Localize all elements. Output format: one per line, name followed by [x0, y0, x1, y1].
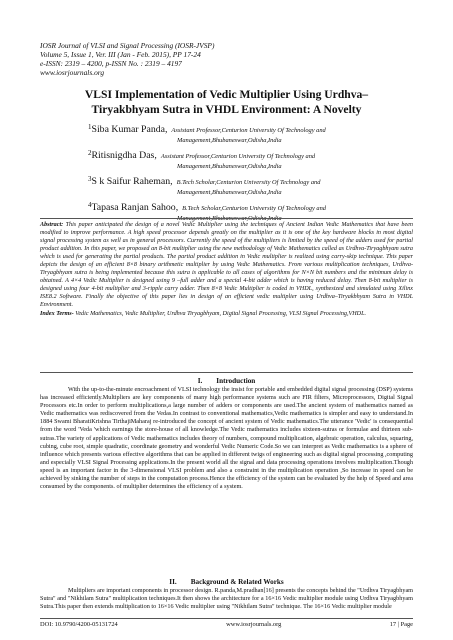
- index-terms-text: Vedic Mathematics, Vedic Multiplier, Urdhva Tiryagbhyam, Digital Signal Processing, VLSI Signal Processing,VHDL.: [75, 310, 367, 317]
- journal-issn: e-ISSN: 2319 – 4200, p-ISSN No. : 2319 – 4197: [40, 59, 182, 68]
- paper-title: [40, 87, 413, 117]
- author-2: [88, 147, 408, 171]
- section-heading-introduction: [40, 377, 413, 386]
- author-name: Tapasa Ranjan Sahoo,: [91, 202, 179, 213]
- footer-doi: DOI: 10.9790/4200-05131724: [40, 621, 118, 628]
- abstract-label: Abstract:: [40, 222, 64, 228]
- author-affiliation-cont: Management,Bhubaneswar,Odisha,India: [177, 163, 282, 170]
- author-name: S k Saifur Raheman,: [91, 176, 173, 187]
- abstract-paragraph: [40, 221, 413, 310]
- journal-volume: Volume 5, Issue 1, Ver. III (Jan - Feb. 2015), PP 17-24: [40, 50, 201, 59]
- author-name: Ritisnigdha Das,: [91, 150, 157, 161]
- paper-title-line1: VLSI Implementation of Vedic Multiplier Using Urdhva–: [84, 88, 369, 101]
- journal-name: IOSR Journal of VLSI and Signal Processing (IOSR-JVSP): [40, 41, 215, 50]
- author-affiliation: Assistant Professor,Centurion University Of Technology and: [160, 153, 316, 160]
- journal-header: [40, 41, 340, 77]
- author-list: [88, 121, 408, 225]
- paper-title-line2: Tiryakbhyam Sutra in VHDL Environment: A Novelty: [91, 103, 362, 116]
- abstract-text: This paper anticipated the design of a novel Vedic Multiplier using the techniques of Ancient Indian Vedic Mathematics that have been modified to improve performance. A high speed processor depends greatly on the multiplier as it is one of the key hardware blocks in most digital signal processing system as well as in general processors. Currently the speed of the multipliers is limited by the speed of the adders used for partial product addition. In this paper, we proposed an 8-bit multiplier using the new methodology of Vedic Mathematics called as Urdhva-Tiryagbhyam sutra which is used for generating the partial products. The partial product addition in Vedic multiplier is realized using carry-skip technique. This paper depicts the design of an efficient 8×8 binary arithmetic multiplier by using Vedic Mathematics. From various multiplication techniques, Urdhva-Tiryagbhyam sutra is being implemented because this sutra is applicable to all cases of algorithms for N×N bit numbers and the minimum delay is obtained. A 4×4 Vedic Multiplier is designed using 9 –full adder and a special 4-bit adder which is having reduced delay. Then 8-bit multiplier is designed using four 4-bit multiplier and 3-ripple carry adder. Then 8×8 Vedic Multiplier is coded in VHDL, synthesized and simulated using Xilinx ISE8.2 Software. Finally the objective of this paper lies in design of an efficient vedic multiplier using Urdhva–Tiryakbhyam Sutra in VHDL Environment.: [40, 222, 413, 309]
- author-affiliation-cont: Management,Bhubaneswar,Odisha,India: [177, 215, 282, 222]
- author-affiliation: B.Tech Scholar,Centurion University Of Technology and: [182, 205, 326, 212]
- index-terms: [40, 310, 413, 318]
- introduction-paragraph: With the up-to-the-minute encroachment of VLSI technology the insist for portable and embedded digital signal processing (DSP) systems has increased efficiently.Multipliers are key components of many high performance systems such are FIR filters, Microprocessors, Digital Signal Processors etc.In order to perform multiplications,a large number of adders or components are used.The ancient system of mathematics named as Vedic mathematics was rediscovered from the Vedas.In contrast to conventional mathematics,Vedic mathematics is simpler and easy to understand.In 1884 Swami BharatiKrishna TirthajiMaharaj re-introduced the concept of ancient system of Vedic mathematics.The utterance 'Vedic' is consequential from the word 'Veda 'which earnings the store-house of all knowledge.The Vedic mathematics includes sixteen-sutras or formulae and thirteen sub-sutras.The variety of applications of Vedic mathematics includes theory of numbers, compound multiplication, algebraic operation, calculus, squaring, cubing, cube root, simple quadratic, coordinate geometry and wonderful Vedic Numeric Code.So we can interpret as Vedic mathematics is a sphere of influence which presents various effective algorithms that can be applied in different twigs of engineering such as digital signal processing ,computing and especially VLSI Signal Processing applications.In the present world all the signal and data processing operations involves multiplication.Though speed is an important factor in the 3-dimensional VLSI problem and also a constraint in the multiplication operation ,So increase in speed can be achieved by sinking the number of steps in the computation process.Hence the efficiency of the system can be evaluated by the help of Speed and area consumed by the components. of multiplier determines the efficiency of a system.: [40, 386, 413, 491]
- section-number: I.: [197, 377, 203, 385]
- author-affiliation: B.Tech Scholar,Centurion University Of Technology and: [176, 179, 321, 186]
- index-terms-label: Index Terms-: [40, 310, 74, 317]
- author-name: Siba Kumar Panda,: [91, 124, 168, 135]
- section-heading-background: [40, 578, 413, 587]
- author-number: 3: [88, 175, 92, 183]
- abstract-block: [40, 218, 413, 373]
- author-1: [88, 121, 408, 145]
- author-number: 1: [88, 123, 92, 131]
- author-affiliation-cont: Management,Bhubaneswar,Odisha,India: [177, 189, 282, 196]
- author-number: 2: [88, 149, 92, 157]
- section-number: II.: [169, 578, 177, 586]
- author-affiliation: Assistant Professor,Centurion University Of Technology and: [171, 127, 326, 134]
- author-affiliation-cont: Management,Bhubaneswar,Odisha,India: [177, 137, 282, 144]
- footer-website: www.iosrjournals.org: [226, 621, 282, 628]
- author-3: [88, 173, 408, 197]
- section-title: Background & Related Works: [190, 578, 284, 586]
- background-paragraph: Multipliers are important components in processor design. R.panda,M.pradhan[16] presents the concepts behind the "Urdhva Tiryagbhyam Sutra" and "Nikhilam Sutra" multiplication techniques.It then shows the architecture for a 16×16 Vedic multiplier module using Urdhva Tiryagbhyam Sutra.This paper then extends multiplication to 16×16 Vedic multiplier using "Nikhilam Sutra" technique. The 16×16 Vedic multiplier module: [40, 587, 413, 611]
- footer-page-number: 17 | Page: [389, 621, 413, 628]
- section-title: Introduction: [216, 377, 256, 385]
- author-number: 4: [88, 201, 92, 209]
- journal-website: www.iosrjournals.org: [40, 68, 105, 77]
- page-footer: [40, 618, 413, 629]
